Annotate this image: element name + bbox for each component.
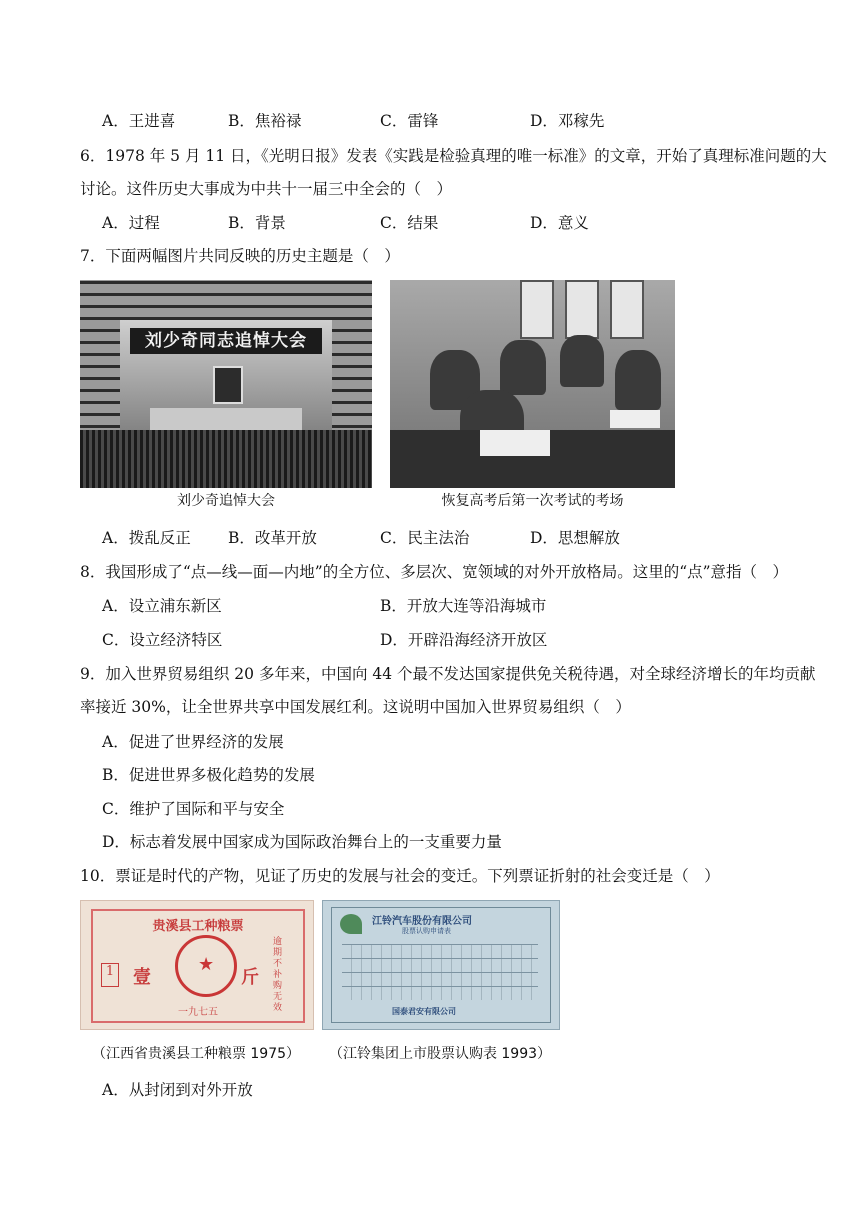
q9-stem-line1: 9．加入世界贸易组织 20 多年来，中国向 44 个最不发达国家提供免关税待遇，对全球经济增长的年均贡献	[80, 665, 816, 683]
q5-option-c: C．雷锋	[380, 112, 439, 130]
memorial-banner: 刘少奇同志追悼大会	[130, 328, 322, 354]
q7-option-d: D．思想解放	[530, 529, 620, 547]
q7-stem: 7．下面两幅图片共同反映的历史主题是（ ）	[80, 247, 400, 265]
q7-option-c: C．民主法治	[380, 529, 470, 547]
q7-option-b: B．改革开放	[228, 529, 317, 547]
ticket-year: 一九七五	[178, 1007, 218, 1018]
student	[560, 335, 604, 387]
ticket-title: 贵溪县工种粮票	[152, 919, 244, 934]
window	[565, 280, 599, 339]
exam-room-photo	[390, 280, 675, 488]
student	[500, 340, 546, 395]
q7-option-a: A．拨乱反正	[102, 529, 191, 547]
q5-option-d: D．邓稼先	[530, 112, 605, 130]
form-footer: 国泰君安有限公司	[392, 1006, 456, 1016]
portrait	[213, 366, 243, 404]
form-border	[331, 907, 551, 1023]
ticket-unit: 斤	[241, 967, 259, 988]
form-grid	[342, 944, 538, 1000]
q5-option-a: A．王进喜	[102, 112, 176, 130]
window	[520, 280, 554, 339]
stage	[150, 408, 302, 430]
q6-option-b: B．背景	[228, 214, 286, 232]
q9-option-c: C．维护了国际和平与安全	[102, 800, 285, 818]
grain-ration-ticket	[80, 900, 314, 1030]
memorial-caption: 刘少奇追悼大会	[177, 493, 275, 509]
exam-paper	[480, 430, 550, 456]
ticket2-caption: （江铃集团上市股票认购表 1993）	[328, 1046, 552, 1062]
q5-option-b: B．焦裕禄	[228, 112, 302, 130]
q6-option-d: D．意义	[530, 214, 589, 232]
form-title: 股票认购申请表	[402, 927, 451, 935]
ticket1-caption: （江西省贵溪县工种粮票 1975）	[91, 1046, 301, 1062]
exam-room-caption: 恢复高考后第一次考试的考场	[441, 493, 624, 509]
q9-stem-line2: 率接近 30%，让全世界共享中国发展红利。这说明中国加入世界贸易组织（ ）	[80, 698, 631, 716]
q9-option-a: A．促进了世界经济的发展	[102, 733, 284, 751]
q6-stem-line2: 讨论。这件历史大事成为中共十一届三中全会的（ ）	[80, 180, 453, 198]
form-company: 江铃汽车股份有限公司	[372, 916, 472, 927]
memorial-photo	[80, 280, 372, 488]
q9-option-d: D．标志着发展中国家成为国际政治舞台上的一支重要力量	[102, 833, 502, 851]
q6-stem-line1: 6．1978 年 5 月 11 日，《光明日报》发表《实践是检验真理的唯一标准》的文章，开始了真理标准问题的大	[80, 147, 827, 165]
q6-option-c: C．结果	[380, 214, 439, 232]
q9-option-b: B．促进世界多极化趋势的发展	[102, 766, 315, 784]
window	[610, 280, 644, 339]
ticket-border	[91, 909, 305, 1023]
q8-option-c: C．设立经济特区	[102, 631, 223, 649]
q6-option-a: A．过程	[102, 214, 160, 232]
ticket-number: 1	[101, 963, 119, 987]
student	[615, 350, 661, 410]
ticket-amount: 壹	[133, 967, 151, 988]
exam-paper	[610, 410, 660, 428]
q8-option-b: B．开放大连等沿海城市	[380, 597, 547, 615]
stock-subscription-form	[322, 900, 560, 1030]
company-logo-icon	[340, 914, 362, 934]
q8-option-a: A．设立浦东新区	[102, 597, 222, 615]
q8-option-d: D．开辟沿海经济开放区	[380, 631, 548, 649]
crowd	[80, 430, 372, 488]
red-seal	[175, 935, 237, 997]
q10-stem: 10．票证是时代的产物，见证了历史的发展与社会的变迁。下列票证折射的社会变迁是（ ）	[80, 867, 720, 885]
q10-option-a: A．从封闭到对外开放	[102, 1081, 253, 1099]
star-icon: ★	[198, 954, 215, 975]
ticket-note: 逾期不补购无效	[273, 937, 283, 1013]
q8-stem: 8．我国形成了“点—线—面—内地”的全方位、多层次、宽领域的对外开放格局。这里的“点”意指（ ）	[80, 563, 789, 581]
